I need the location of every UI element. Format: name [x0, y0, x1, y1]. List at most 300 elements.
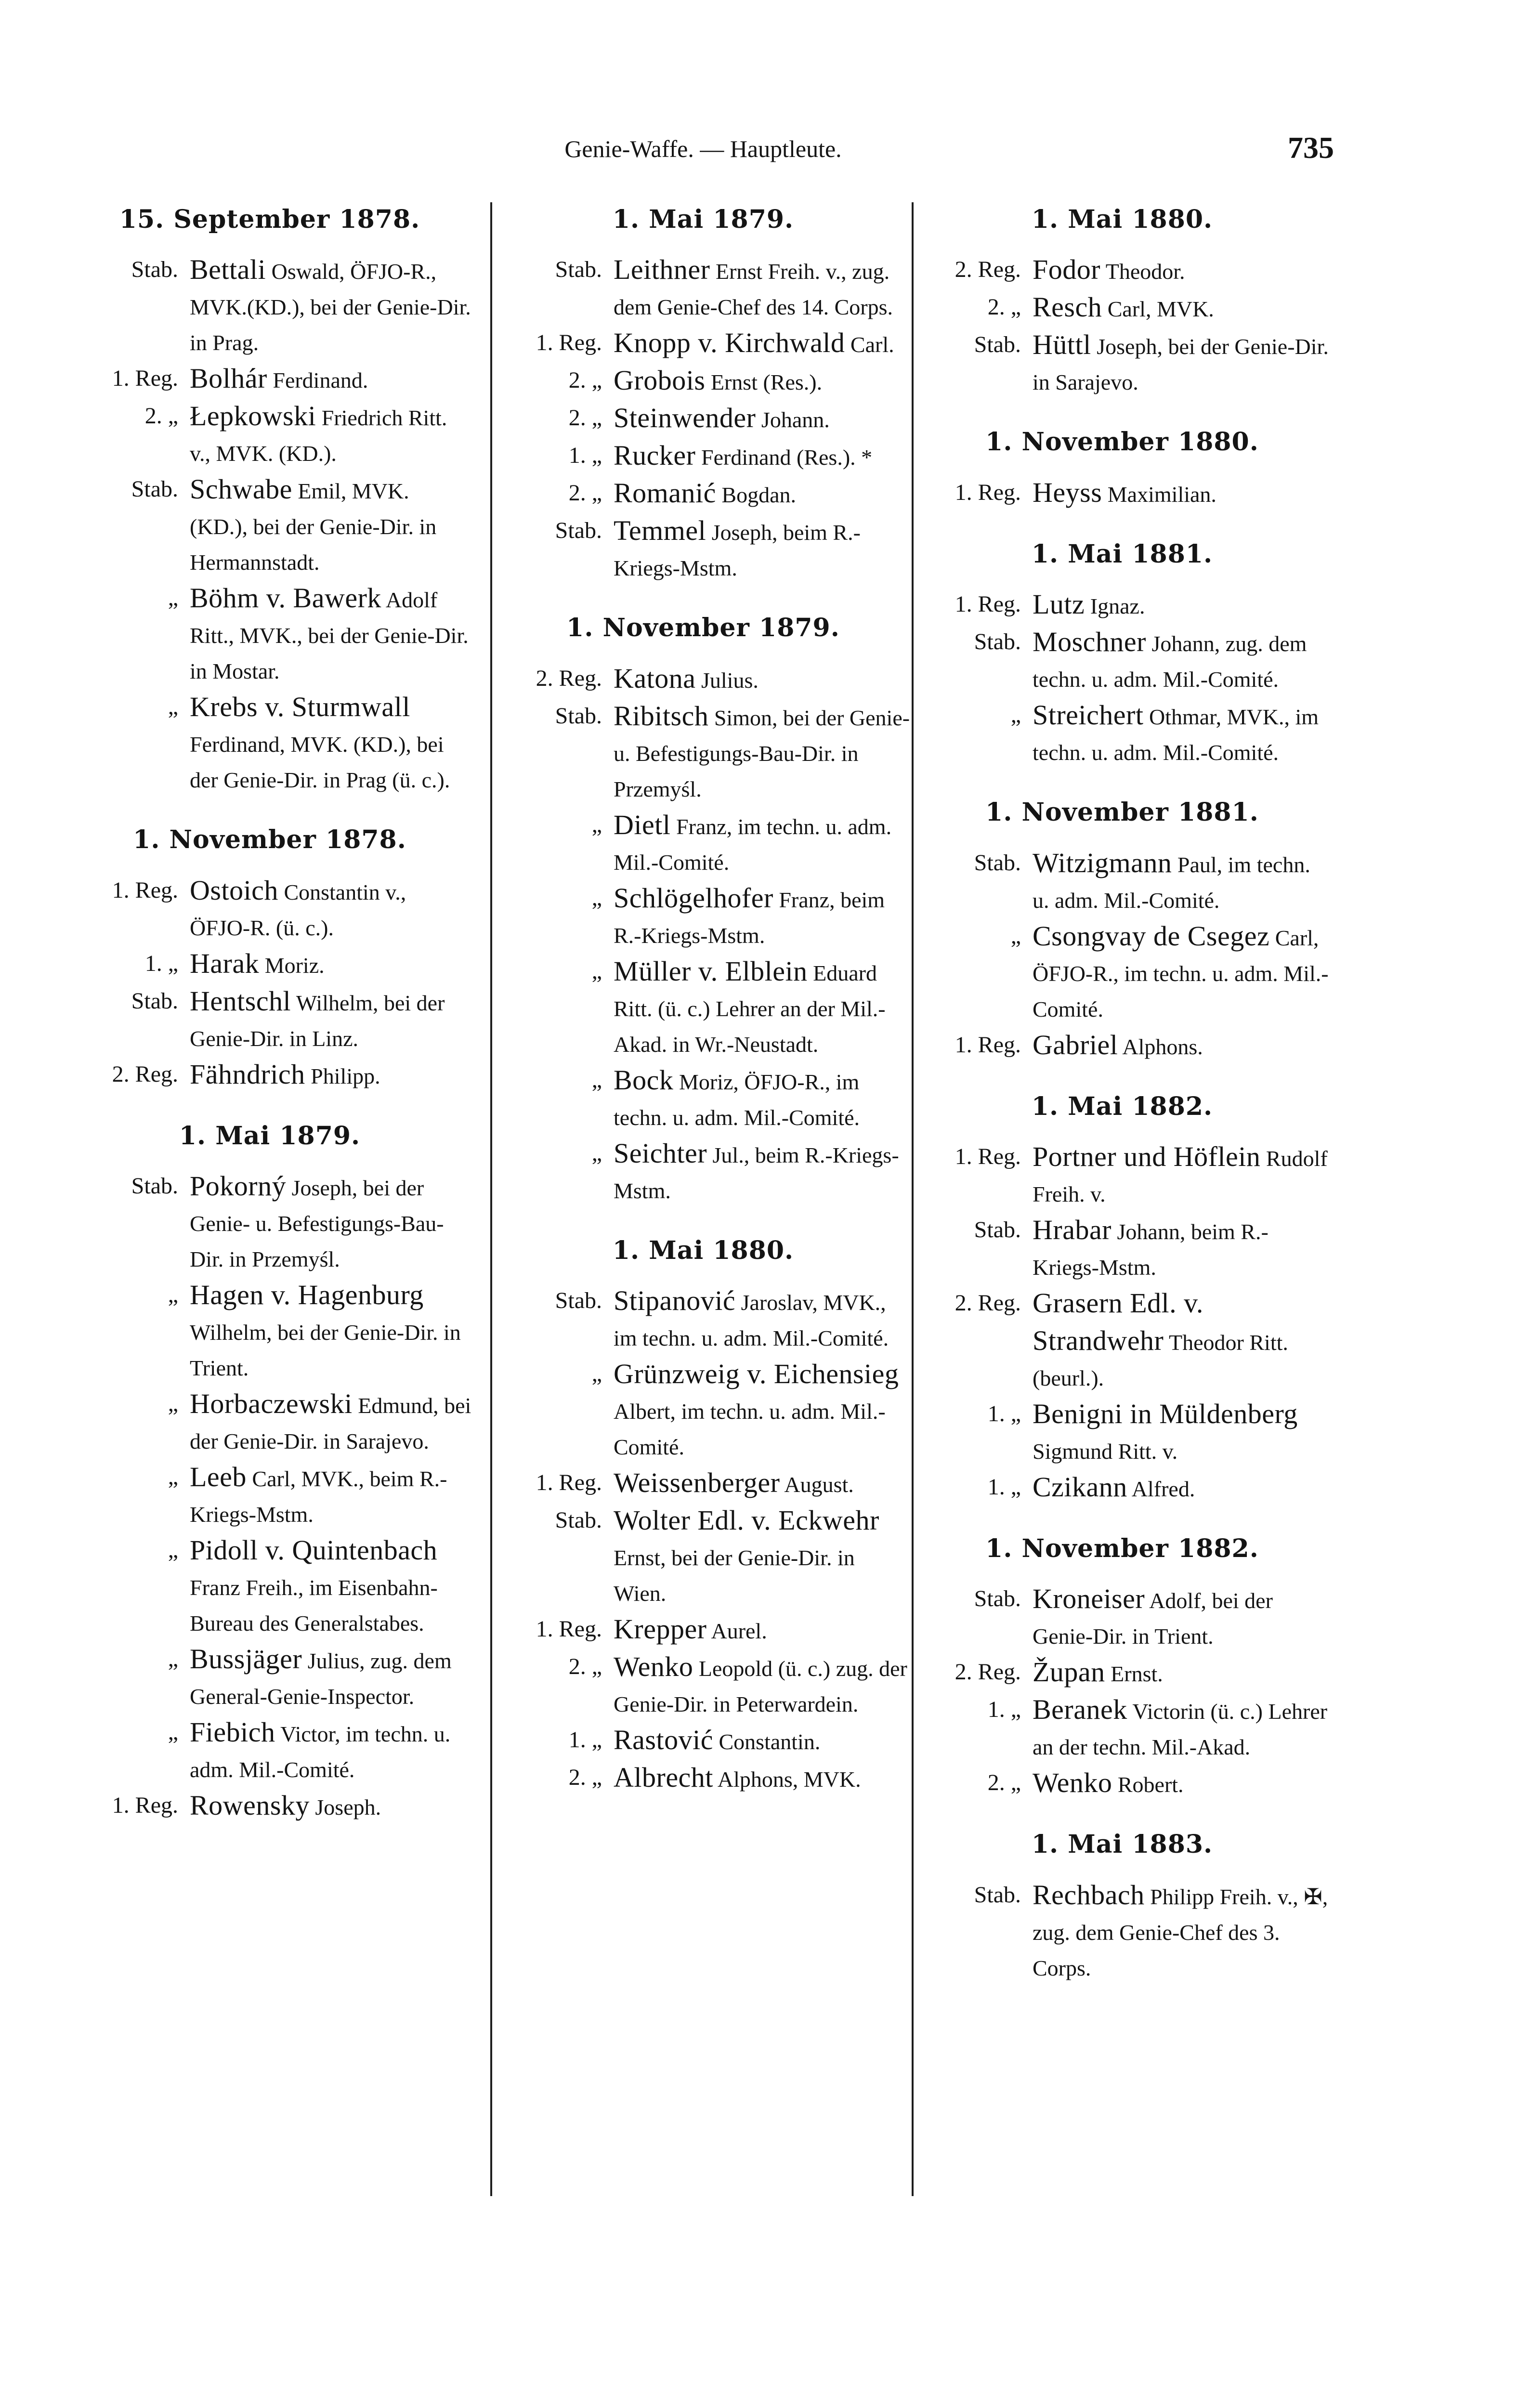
- section-heading: 1. November 1879.: [566, 613, 840, 643]
- entry-text: [1033, 697, 1329, 771]
- section-heading: 1. Mai 1880.: [1031, 205, 1213, 234]
- entry-text: [614, 1062, 910, 1136]
- roster-entry: [496, 1503, 910, 1611]
- running-header: Genie-Waffe. — Hauptleute.: [564, 135, 842, 162]
- officer-name: Fiebich: [190, 1716, 275, 1748]
- entry-text: [1033, 327, 1329, 400]
- officer-name: Hagen v. Hagenburg: [190, 1279, 424, 1311]
- entry-unit-label: Stab.: [131, 257, 178, 283]
- entry-text: [1033, 1692, 1329, 1765]
- section-heading: 1. November 1878.: [133, 825, 406, 855]
- roster-entry: [496, 880, 910, 954]
- entry-unit-label: „: [168, 585, 178, 611]
- officer-details: Jul., beim R.-Kriegs-Mstm.: [614, 1142, 899, 1203]
- officer-name: Pidoll v. Quintenbach: [190, 1534, 438, 1566]
- roster-entry: [915, 1581, 1329, 1654]
- entry-unit-label: 2. „: [568, 367, 602, 393]
- officer-details: Franz, im techn. u. adm. Mil.-Comité.: [614, 814, 892, 875]
- officer-name: Schlögelhofer: [614, 882, 773, 914]
- roster-entry: [496, 400, 910, 438]
- officer-name: Grasern Edl. v. Strandwehr: [1033, 1287, 1203, 1356]
- officer-name: Knopp v. Kirchwald: [614, 327, 845, 359]
- entry-unit-label: 1. Reg.: [536, 1470, 602, 1496]
- entry-unit-label: „: [591, 1140, 602, 1166]
- roster-entry: [915, 252, 1329, 289]
- entry-unit-label: 1. Reg.: [955, 479, 1021, 505]
- entry-text: [1033, 289, 1329, 327]
- column-right: [915, 200, 1329, 1986]
- officer-details: Joseph, beim R.-Kriegs-Mstm.: [614, 520, 861, 581]
- officer-name: Fähndrich: [190, 1058, 305, 1090]
- entry-text: [190, 873, 472, 946]
- roster-entry: [915, 327, 1329, 400]
- officer-details: Carl, ÖFJO-R., im techn. u. adm. Mil.-Comité.: [1033, 925, 1329, 1021]
- officer-name: Schwabe: [190, 473, 292, 505]
- entry-unit-label: 2. „: [144, 403, 178, 429]
- officer-name: Fodor: [1033, 254, 1101, 286]
- officer-details: Wilhelm, bei der Genie-Dir. in Linz.: [190, 990, 445, 1051]
- entry-text: [1033, 1654, 1329, 1692]
- roster-entry: [496, 1722, 910, 1760]
- officer-name: Krebs v. Sturmwall: [190, 691, 410, 723]
- officer-details: Emil, MVK. (KD.), bei der Genie-Dir. in Hermannstadt.: [190, 479, 437, 575]
- officer-details: Carl, MVK., beim R.-Kriegs-Mstm.: [190, 1466, 447, 1527]
- officer-name: Moschner: [1033, 626, 1146, 658]
- entry-unit-label: Stab.: [555, 518, 602, 544]
- entry-unit-label: „: [168, 1464, 178, 1490]
- roster-entry: [496, 1062, 910, 1136]
- roster-entry: [915, 1692, 1329, 1765]
- entry-text: [614, 807, 910, 880]
- column-middle: [496, 200, 910, 1797]
- entry-unit-label: 1. Reg.: [536, 1616, 602, 1642]
- entry-unit-label: „: [591, 811, 602, 838]
- roster-entry: [496, 698, 910, 807]
- entry-unit-label: Stab.: [131, 476, 178, 502]
- officer-name: Rechbach: [1033, 1879, 1145, 1911]
- entry-unit-label: „: [591, 885, 602, 911]
- officer-details: Jaroslav, MVK., im techn. u. adm. Mil.-Comité.: [614, 1290, 889, 1351]
- column-left: [67, 200, 472, 1825]
- section-heading: 1. Mai 1879.: [179, 1121, 361, 1151]
- entry-unit-label: 1. „: [568, 443, 602, 469]
- roster-entry: [67, 398, 472, 471]
- entry-unit-label: 2. Reg.: [955, 257, 1021, 283]
- entry-unit-label: 2. „: [987, 1770, 1021, 1796]
- officer-details: Oswald, ÖFJO-R., MVK.(KD.), bei der Genie-Dir. in Prag.: [190, 259, 471, 355]
- roster-entry: [496, 1136, 910, 1209]
- officer-details: Alphons.: [1118, 1034, 1203, 1059]
- entry-unit-label: „: [168, 1646, 178, 1672]
- entry-text: [190, 252, 472, 361]
- officer-details: Moriz.: [259, 953, 325, 978]
- officer-details: Carl.: [845, 332, 894, 357]
- officer-name: Romanić: [614, 477, 716, 509]
- roster-entry: [67, 1057, 472, 1094]
- roster-entry: [67, 471, 472, 580]
- officer-name: Horbaczewski: [190, 1388, 353, 1420]
- officer-name: Pokorný: [190, 1170, 287, 1202]
- entry-unit-label: Stab.: [555, 1507, 602, 1533]
- officer-details: Victorin (ü. c.) Lehrer an der techn. Mil.-Akad.: [1033, 1699, 1328, 1760]
- section-heading: 1. Mai 1879.: [612, 205, 794, 234]
- roster-entry: [67, 1386, 472, 1459]
- officer-details: Ferdinand.: [267, 368, 368, 393]
- roster-entry: [915, 1765, 1329, 1803]
- entry-text: [1033, 1877, 1329, 1986]
- officer-name: Rowensky: [190, 1790, 310, 1821]
- entry-unit-label: „: [591, 1067, 602, 1093]
- officer-name: Wolter Edl. v. Eckwehr: [614, 1505, 879, 1536]
- entry-text: [614, 513, 910, 586]
- roster-entry: [67, 1277, 472, 1386]
- officer-details: Ernst.: [1105, 1662, 1163, 1687]
- roster-entry: [915, 587, 1329, 624]
- officer-name: Böhm v. Bawerk: [190, 582, 381, 614]
- roster-entry: [496, 954, 910, 1062]
- entry-unit-label: 1. „: [144, 950, 178, 976]
- entry-unit-label: Stab.: [131, 988, 178, 1014]
- officer-details: Simon, bei der Genie- u. Befestigungs-Bau-Dir. in Przemyśl.: [614, 705, 910, 801]
- roster-entry: [915, 1654, 1329, 1692]
- officer-name: Grünzweig v. Eichensieg: [614, 1358, 899, 1390]
- officer-details: Constantin v., ÖFJO-R. (ü. c.).: [190, 879, 406, 940]
- officer-details: Theodor Ritt. (beurl.).: [1033, 1330, 1288, 1390]
- officer-name: Rastović: [614, 1724, 713, 1756]
- column-divider: [490, 202, 492, 2196]
- entry-text: [1033, 587, 1329, 624]
- entry-text: [190, 1714, 472, 1788]
- officer-details: Theodor.: [1100, 259, 1185, 284]
- roster-entry: [915, 1139, 1329, 1212]
- officer-details: Aurel.: [706, 1619, 767, 1644]
- roster-entry: [496, 1611, 910, 1649]
- entry-text: [190, 1168, 472, 1277]
- officer-name: Bettali: [190, 254, 266, 286]
- entry-unit-label: Stab.: [131, 1173, 178, 1199]
- officer-details: Adolf Ritt., MVK., bei der Genie-Dir. in Mostar.: [190, 588, 469, 684]
- entry-text: [614, 1722, 910, 1760]
- officer-name: Gabriel: [1033, 1029, 1118, 1060]
- officer-name: Grobois: [614, 365, 706, 396]
- officer-details: Rudolf Freih. v.: [1033, 1146, 1328, 1206]
- officer-name: Harak: [190, 947, 260, 979]
- roster-entry: [67, 1168, 472, 1277]
- roster-entry: [915, 1212, 1329, 1285]
- entry-text: [1033, 1139, 1329, 1212]
- officer-name: Leeb: [190, 1461, 247, 1493]
- roster-entry: [496, 1283, 910, 1356]
- officer-name: Resch: [1033, 291, 1102, 323]
- officer-name: Bussjäger: [190, 1643, 302, 1675]
- entry-text: [614, 1136, 910, 1209]
- officer-details: Johann, beim R.-Kriegs-Mstm.: [1033, 1219, 1269, 1280]
- officer-name: Csongvay de Csegez: [1033, 920, 1270, 952]
- officer-details: Ernst Freih. v., zug. dem Genie-Chef des 14. Corps.: [614, 259, 893, 320]
- officer-details: Joseph, bei der Genie- u. Befestigungs-Bau-Dir. in Przemyśl.: [190, 1176, 444, 1272]
- roster-entry: [67, 946, 472, 983]
- entry-text: [190, 1788, 472, 1825]
- entry-unit-label: 1. „: [568, 1727, 602, 1753]
- section-heading: 1. November 1882.: [985, 1533, 1259, 1563]
- entry-text: [190, 1277, 472, 1386]
- officer-name: Dietl: [614, 809, 671, 840]
- officer-details: Othmar, MVK., im techn. u. adm. Mil.-Comité.: [1033, 705, 1319, 765]
- officer-name: Albrecht: [614, 1762, 713, 1793]
- roster-entry: [915, 845, 1329, 918]
- officer-details: Ernst, bei der Genie-Dir. in Wien.: [614, 1545, 855, 1606]
- roster-entry: [915, 289, 1329, 327]
- officer-details: Wilhelm, bei der Genie-Dir. in Trient.: [190, 1320, 461, 1381]
- officer-name: Bock: [614, 1064, 674, 1096]
- roster-entry: [496, 1465, 910, 1503]
- entry-unit-label: „: [168, 1537, 178, 1563]
- officer-details: Ernst (Res.).: [705, 370, 823, 395]
- section-heading: 1. November 1881.: [985, 798, 1259, 827]
- officer-details: Sigmund Ritt. v.: [1033, 1439, 1178, 1464]
- entry-unit-label: 1. Reg.: [955, 1143, 1021, 1169]
- officer-details: Johann, zug. dem techn. u. adm. Mil.-Comité.: [1033, 631, 1307, 692]
- entry-text: [190, 946, 472, 983]
- roster-entry: [496, 1760, 910, 1797]
- entry-unit-label: 1. Reg.: [955, 591, 1021, 617]
- officer-details: Ignaz.: [1085, 594, 1145, 619]
- officer-details: Johann.: [756, 407, 830, 432]
- entry-text: [614, 1649, 910, 1722]
- officer-name: Ribitsch: [614, 700, 709, 732]
- officer-details: Ferdinand, MVK. (KD.), bei der Genie-Dir. in Prag (ü. c.).: [190, 732, 450, 793]
- entry-text: [1033, 624, 1329, 697]
- entry-text: [190, 983, 472, 1057]
- entry-text: [190, 1386, 472, 1459]
- entry-unit-label: Stab.: [974, 1217, 1021, 1243]
- entry-text: [1033, 845, 1329, 918]
- roster-entry: [915, 1285, 1329, 1396]
- entry-text: [614, 1465, 910, 1503]
- officer-details: Bogdan.: [716, 483, 797, 508]
- officer-name: Stipanović: [614, 1285, 736, 1317]
- entry-text: [190, 1532, 472, 1641]
- entry-unit-label: 2. „: [987, 294, 1021, 320]
- entry-unit-label: Stab.: [974, 850, 1021, 876]
- officer-details: Albert, im techn. u. adm. Mil.-Comité.: [614, 1399, 886, 1460]
- section-heading: 15. September 1878.: [119, 205, 420, 234]
- entry-unit-label: 2. Reg.: [536, 665, 602, 691]
- entry-text: [614, 661, 910, 698]
- officer-name: Witzigmann: [1033, 847, 1172, 878]
- roster-entry: [496, 513, 910, 586]
- officer-details: Constantin.: [713, 1729, 821, 1754]
- officer-name: Portner und Höflein: [1033, 1140, 1261, 1172]
- officer-name: Lutz: [1033, 589, 1085, 620]
- entry-text: [614, 438, 910, 475]
- officer-name: Streichert: [1033, 699, 1144, 731]
- officer-details: Joseph, bei der Genie-Dir. in Sarajevo.: [1033, 334, 1329, 395]
- officer-details: Friedrich Ritt. v., MVK. (KD.).: [190, 406, 447, 466]
- roster-entry: [496, 475, 910, 513]
- entry-unit-label: „: [168, 1282, 178, 1308]
- roster-entry: [915, 624, 1329, 697]
- entry-unit-label: 1. „: [987, 1474, 1021, 1500]
- officer-name: Łepkowski: [190, 400, 316, 432]
- roster-entry: [496, 661, 910, 698]
- section-heading: 1. Mai 1883.: [1031, 1830, 1213, 1859]
- entry-text: [1033, 1765, 1329, 1803]
- entry-unit-label: Stab.: [974, 1882, 1021, 1908]
- entry-unit-label: 2. Reg.: [955, 1659, 1021, 1685]
- entry-text: [614, 1503, 910, 1611]
- officer-name: Rucker: [614, 440, 696, 471]
- entry-text: [614, 880, 910, 954]
- roster-entry: [67, 689, 472, 798]
- officer-details: Maximilian.: [1102, 482, 1216, 507]
- entry-text: [1033, 1469, 1329, 1507]
- entry-unit-label: Stab.: [555, 703, 602, 729]
- entry-text: [190, 689, 472, 798]
- entry-text: [614, 363, 910, 400]
- roster-entry: [496, 1649, 910, 1722]
- entry-unit-label: 1. Reg.: [112, 1793, 178, 1819]
- entry-unit-label: „: [591, 1361, 602, 1387]
- entry-text: [1033, 252, 1329, 289]
- entry-text: [614, 1356, 910, 1465]
- officer-name: Hentschl: [190, 985, 291, 1017]
- entry-text: [614, 475, 910, 513]
- officer-details: Ferdinand (Res.). *: [695, 445, 873, 470]
- officer-name: Ostoich: [190, 874, 278, 906]
- entry-text: [190, 398, 472, 471]
- roster-entry: [67, 580, 472, 689]
- officer-details: Adolf, bei der Genie-Dir. in Trient.: [1033, 1588, 1273, 1649]
- entry-unit-label: 1. Reg.: [955, 1032, 1021, 1058]
- roster-entry: [67, 983, 472, 1057]
- roster-entry: [67, 873, 472, 946]
- officer-details: Moriz, ÖFJO-R., im techn. u. adm. Mil.-Comité.: [614, 1069, 860, 1130]
- officer-details: Victor, im techn. u. adm. Mil.-Comité.: [190, 1722, 451, 1782]
- entry-text: [1033, 1581, 1329, 1654]
- entry-unit-label: 1. Reg.: [112, 877, 178, 903]
- entry-text: [190, 1459, 472, 1532]
- roster-entry: [67, 1714, 472, 1788]
- entry-unit-label: Stab.: [974, 1586, 1021, 1612]
- officer-name: Wenko: [1033, 1767, 1112, 1799]
- roster-entry: [915, 697, 1329, 771]
- entry-text: [614, 1283, 910, 1356]
- roster-entry: [915, 1396, 1329, 1469]
- entry-unit-label: 2. „: [568, 1654, 602, 1680]
- entry-text: [614, 1611, 910, 1649]
- officer-name: Steinwender: [614, 402, 756, 434]
- officer-details: Paul, im techn. u. adm. Mil.-Comité.: [1033, 852, 1310, 913]
- entry-unit-label: Stab.: [555, 1288, 602, 1314]
- officer-name: Weissenberger: [614, 1467, 780, 1499]
- officer-name: Hüttl: [1033, 329, 1091, 361]
- roster-entry: [915, 1027, 1329, 1065]
- entry-text: [614, 400, 910, 438]
- entry-unit-label: „: [1010, 702, 1021, 728]
- entry-text: [614, 252, 910, 325]
- entry-unit-label: Stab.: [555, 257, 602, 283]
- section-heading: 1. Mai 1882.: [1031, 1091, 1213, 1121]
- entry-text: [1033, 1212, 1329, 1285]
- entry-text: [190, 471, 472, 580]
- officer-name: Wenko: [614, 1651, 693, 1683]
- entry-text: [1033, 1285, 1329, 1396]
- officer-details: Alphons, MVK.: [713, 1767, 861, 1792]
- roster-entry: [67, 361, 472, 398]
- roster-entry: [915, 475, 1329, 512]
- entry-text: [614, 325, 910, 363]
- officer-details: Julius.: [695, 667, 758, 693]
- officer-details: Carl, MVK.: [1102, 297, 1214, 322]
- roster-entry: [67, 252, 472, 361]
- entry-unit-label: 1. Reg.: [112, 366, 178, 392]
- entry-unit-label: „: [591, 958, 602, 984]
- roster-entry: [915, 1877, 1329, 1986]
- officer-name: Krepper: [614, 1613, 707, 1645]
- officer-name: Leithner: [614, 254, 710, 286]
- entry-unit-label: 1. Reg.: [536, 330, 602, 356]
- entry-text: [1033, 1396, 1329, 1469]
- entry-unit-label: 2. „: [568, 1765, 602, 1791]
- entry-text: [614, 954, 910, 1062]
- roster-entry: [496, 252, 910, 325]
- officer-name: Benigni in Müldenberg: [1033, 1398, 1298, 1429]
- officer-details: Julius, zug. dem General-Genie-Inspector.: [190, 1649, 452, 1709]
- section-heading: 1. Mai 1881.: [1031, 539, 1213, 569]
- officer-details: Eduard Ritt. (ü. c.) Lehrer an der Mil.-Akad. in Wr.-Neustadt.: [614, 960, 886, 1057]
- officer-name: Katona: [614, 662, 696, 694]
- entry-unit-label: „: [168, 1391, 178, 1417]
- section-heading: 1. Mai 1880.: [612, 1235, 794, 1265]
- officer-details: Alfred.: [1127, 1476, 1195, 1501]
- officer-details: Leopold (ü. c.) zug. der Genie-Dir. in Peterwardein.: [614, 1656, 907, 1717]
- entry-unit-label: Stab.: [974, 629, 1021, 655]
- roster-entry: [496, 363, 910, 400]
- entry-unit-label: „: [168, 694, 178, 720]
- officer-details: Edmund, bei der Genie-Dir. in Sarajevo.: [190, 1393, 471, 1454]
- page-number: 735: [1288, 131, 1334, 165]
- roster-entry: [67, 1532, 472, 1641]
- officer-details: Franz Freih., im Eisenbahn-Bureau des Generalstabes.: [190, 1575, 438, 1636]
- entry-unit-label: „: [1010, 923, 1021, 949]
- officer-details: Franz, beim R.-Kriegs-Mstm.: [614, 887, 885, 948]
- officer-name: Czikann: [1033, 1471, 1127, 1503]
- roster-entry: [496, 438, 910, 475]
- officer-name: Hrabar: [1033, 1214, 1112, 1245]
- entry-unit-label: „: [168, 1719, 178, 1745]
- entry-text: [190, 580, 472, 689]
- entry-text: [190, 1057, 472, 1094]
- officer-name: Temmel: [614, 515, 706, 547]
- roster-entry: [915, 1469, 1329, 1507]
- entry-unit-label: 2. Reg.: [955, 1290, 1021, 1316]
- entry-text: [190, 1641, 472, 1714]
- entry-unit-label: 1. „: [987, 1400, 1021, 1426]
- entry-text: [1033, 475, 1329, 512]
- column-divider: [912, 202, 914, 2196]
- officer-details: Philipp Freih. v., ✠, zug. dem Genie-Chef des 3. Corps.: [1033, 1884, 1328, 1980]
- officer-name: Seichter: [614, 1137, 707, 1169]
- officer-name: Bolhár: [190, 363, 267, 394]
- roster-entry: [67, 1459, 472, 1532]
- entry-unit-label: Stab.: [974, 332, 1021, 358]
- officer-name: Beranek: [1033, 1694, 1127, 1726]
- officer-details: Philipp.: [305, 1063, 380, 1088]
- officer-name: Müller v. Elblein: [614, 955, 808, 987]
- section-heading: 1. November 1880.: [985, 427, 1259, 457]
- entry-text: [1033, 1027, 1329, 1065]
